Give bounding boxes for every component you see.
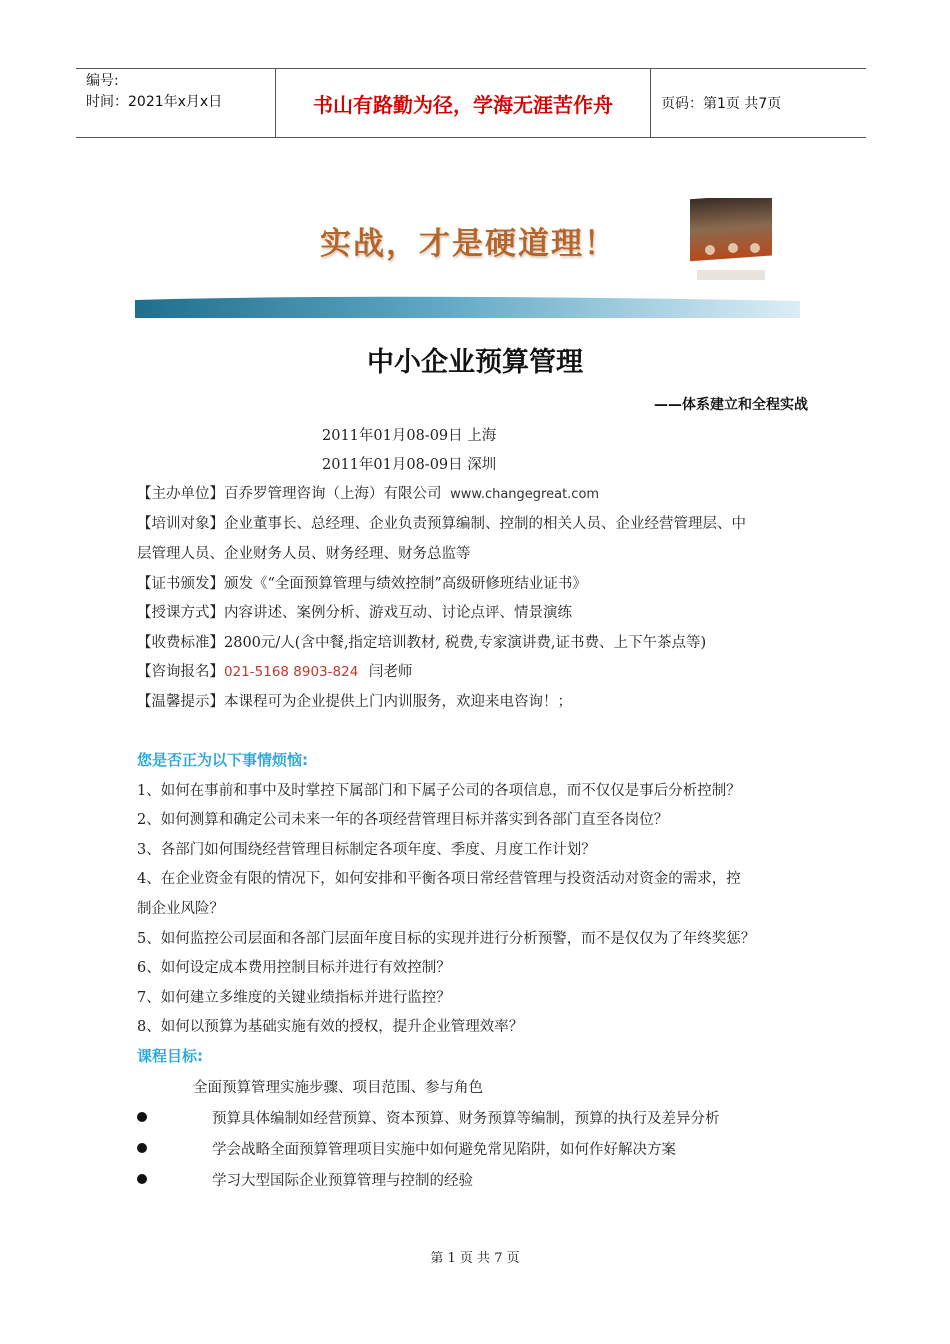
fee-row [137, 631, 706, 652]
bullet-dot-icon [137, 1112, 147, 1122]
banner-swoosh [135, 297, 800, 318]
tip-text: 本课程可为企业提供上门内训服务，欢迎来电咨询！； [224, 694, 572, 710]
banner-slogan: 实战，才是硬道理！ [320, 226, 617, 262]
trouble-item: 5、如何监控公司层面和各部门层面年度目标的实现并进行分析预警，而不是仅仅为了年终奖惩？ [137, 931, 756, 947]
course-title: 中小企业预算管理 [367, 347, 583, 378]
header-page-info: 页码：第1页 共7页 [661, 96, 782, 112]
header-meta-cell [76, 69, 276, 137]
audience-row-cont: 层管理人员、企业财务人员、财务经理、财务总监等 [137, 546, 471, 562]
organizer-name: 百乔罗管理咨询（上海）有限公司 [224, 486, 442, 502]
audience-text: 企业董事长、总经理、企业负责预算编制、控制的相关人员、企业经营管理层、中 [224, 516, 746, 532]
goals-heading: 课程目标: [137, 1047, 203, 1065]
website-link[interactable]: www.changegreat.com [450, 487, 600, 502]
tip-label: 【温馨提示】 [137, 694, 224, 710]
method-row [137, 601, 572, 622]
certificate-row [137, 572, 587, 593]
number-label: 编号: [86, 73, 119, 89]
contact-row [137, 660, 412, 681]
goals-intro: 全面预算管理实施步骤、项目范围、参与角色 [193, 1080, 483, 1096]
trouble-item: 7、如何建立多维度的关键业绩指标并进行监控？ [137, 990, 451, 1006]
troubles-heading: 您是否正为以下事情烦恼: [137, 751, 308, 769]
header-motto: 书山有路勤为径，学海无涯苦作舟 [276, 69, 651, 137]
trouble-item: 1、如何在事前和事中及时掌控下属部门和下属子公司的各项信息，而不仅仅是事后分析控制？ [137, 783, 741, 799]
course-subtitle: ——体系建立和全程实战 [654, 397, 808, 413]
trouble-item: 2、如何测算和确定公司未来一年的各项经营管理目标并落实到各部门直至各岗位？ [137, 812, 669, 828]
bullet-dot-icon [137, 1143, 147, 1153]
contact-person: 闫老师 [368, 664, 413, 680]
audience-label: 【培训对象】 [137, 516, 224, 532]
contact-phone[interactable]: 021-5168 8903-824 [224, 664, 359, 680]
goal-bullet-item: 预算具体编制如经营预算、资本预算、财务预算等编制，预算的执行及差异分析 [212, 1111, 720, 1127]
method-label: 【授课方式】 [137, 605, 224, 621]
trouble-item: 6、如何设定成本费用控制目标并进行有效控制？ [137, 960, 451, 976]
trouble-item: 3、各部门如何围绕经营管理目标制定各项年度、季度、月度工作计划？ [137, 842, 596, 858]
organizer-row [137, 482, 599, 503]
contact-label: 【咨询报名】 [137, 664, 224, 680]
goal-bullet-item: 学习大型国际企业预算管理与控制的经验 [212, 1173, 473, 1189]
fee-text: 2800元/人(含中餐,指定培训教材, 税费,专家演讲费,证书费、上下午茶点等) [224, 635, 707, 651]
banner [135, 198, 800, 318]
date-shenzhen: 2011年01月08-09日 深圳 [322, 457, 497, 473]
date-shanghai: 2011年01月08-09日 上海 [322, 428, 497, 444]
page-footer: 第 1 页 共 7 页 [430, 1251, 520, 1266]
method-text: 内容讲述、案例分析、游戏互动、讨论点评、情景演练 [224, 605, 572, 621]
goal-bullet-item: 学会战略全面预算管理项目实施中如何避免常见陷阱，如何作好解决方案 [212, 1142, 676, 1158]
audience-row [137, 512, 746, 533]
certificate-text: 颁发《“全面预算管理与绩效控制”高级研修班结业证书》 [224, 576, 587, 592]
trouble-item: 8、如何以预算为基础实施有效的授权，提升企业管理效率？ [137, 1019, 524, 1035]
trouble-item: 4、在企业资金有限的情况下，如何安排和平衡各项日常经营管理与投资活动对资金的需求，控 [137, 871, 741, 887]
certificate-label: 【证书颁发】 [137, 576, 224, 592]
bullet-dot-icon [137, 1174, 147, 1184]
organizer-label: 【主办单位】 [137, 486, 224, 502]
tip-row [137, 690, 572, 711]
time-label: 时间：2021年x月x日 [86, 94, 223, 110]
fee-label: 【收费标准】 [137, 635, 224, 651]
trouble-item-cont: 制企业风险？ [137, 901, 224, 917]
document-header [76, 68, 866, 138]
